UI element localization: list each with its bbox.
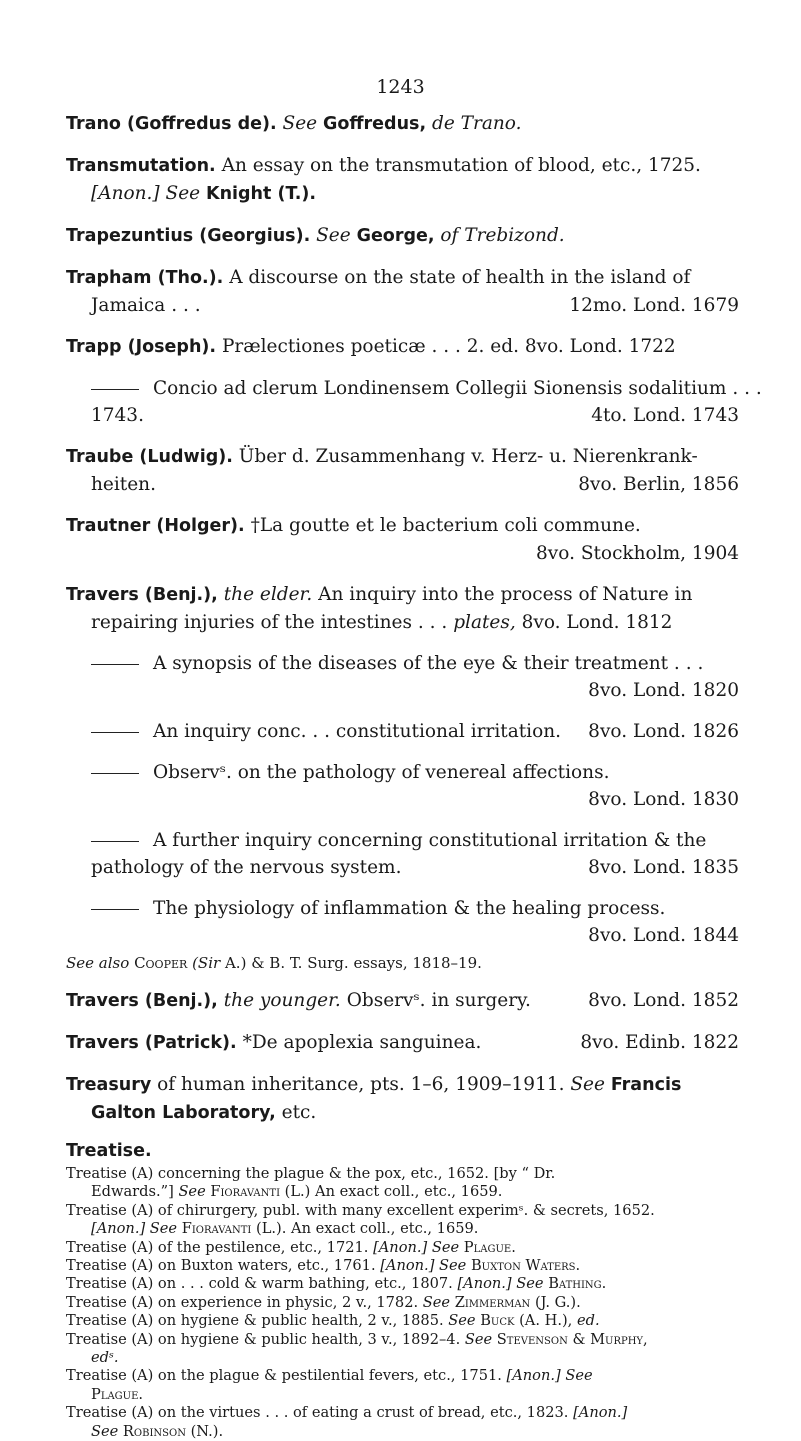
index-entry-travers-further xyxy=(66,827,739,881)
cross-ref-name: Plague. xyxy=(463,1238,516,1256)
page-number: 1243 xyxy=(376,76,425,98)
cross-ref-name: Fioravanti (L.). xyxy=(181,1220,287,1238)
anon-mark: [Anon.] xyxy=(373,1238,428,1256)
imprint: 8vo. Lond. 1852 xyxy=(588,990,739,1011)
imprint: 8vo. Lond. 1812 xyxy=(521,612,673,633)
index-entry-travers-inquiry xyxy=(66,718,739,745)
treatise-item xyxy=(66,1257,739,1275)
entry-qualifier: the elder. xyxy=(223,584,313,605)
ditto-dash xyxy=(91,732,139,733)
entry-heading: Traube (Ludwig). xyxy=(66,447,233,467)
entry-heading: Treasury xyxy=(66,1075,152,1095)
index-entry-travers-observ xyxy=(66,759,739,813)
treatise-item xyxy=(66,1331,739,1368)
entry-text: Observˢ. in surgery. xyxy=(346,990,531,1011)
editor-mark: ed. xyxy=(576,1312,600,1330)
treatise-item xyxy=(66,1404,739,1441)
see-ref: See xyxy=(565,1367,593,1385)
ditto-dash xyxy=(91,773,139,774)
anon-mark: [Anon.] xyxy=(91,183,160,204)
entry-text: A discourse on the state of health in the island of xyxy=(229,267,691,288)
index-entry-trapham xyxy=(66,264,739,319)
treatise-text: Treatise (A) on experience in physic, 2 v., 1782. xyxy=(66,1293,419,1311)
entry-text: An inquiry into the process of Nature in xyxy=(318,584,693,605)
treatise-list xyxy=(66,1165,739,1441)
entry-text: pathology of the nervous system. xyxy=(91,857,402,878)
cross-ref-heading: Goffredus, xyxy=(322,114,427,134)
index-entry-travers-elder xyxy=(66,581,739,636)
entry-text: heiten. xyxy=(91,474,156,495)
treatise-text: Treatise (A) on the plague & pestilential fevers, etc., 1751. xyxy=(66,1367,502,1385)
entry-text: Observˢ. on the pathology of venereal affections. xyxy=(153,762,610,783)
cross-ref-name: Zimmerman (J. G.). xyxy=(454,1293,581,1311)
entry-text: etc. xyxy=(281,1102,317,1123)
imprint: 8vo. Stockholm, 1904 xyxy=(536,543,739,564)
entry-text: *De apoplexia sanguinea. xyxy=(242,1032,482,1053)
cross-ref-heading: Knight (T.). xyxy=(206,184,317,204)
treatise-text: Treatise (A) of the pestilence, etc., 1721. xyxy=(66,1238,369,1256)
imprint: 8vo. Berlin, 1856 xyxy=(578,474,739,495)
treatise-text: Treatise (A) of chirurgery, publ. with many excellent experimˢ. & secrets, 1652. xyxy=(66,1201,655,1219)
treatise-text: Treatise (A) on Buxton waters, etc., 1761. xyxy=(66,1257,376,1275)
index-entry-traube xyxy=(66,443,739,498)
see-ref: See xyxy=(165,183,201,204)
ditto-dash xyxy=(91,841,139,842)
entry-heading: Trautner (Holger). xyxy=(66,516,245,536)
see-ref: See xyxy=(316,225,351,246)
entry-heading: Travers (Patrick). xyxy=(66,1033,237,1053)
imprint: 8vo. Lond. 1826 xyxy=(588,721,739,742)
index-entry-travers-patrick xyxy=(66,1029,739,1057)
entry-heading: Trano (Goffredus de). xyxy=(66,114,277,134)
cross-ref-name: Fioravanti (L.) xyxy=(210,1183,311,1201)
treatise-text: Treatise (A) on . . . cold & warm bathing, etc., 1807. xyxy=(66,1275,453,1293)
cross-ref-subtitle: de Trano. xyxy=(432,113,522,134)
cross-ref-heading: George, xyxy=(356,226,435,246)
cross-ref-heading: Galton Laboratory, xyxy=(91,1103,276,1123)
cross-ref-name: Cooper xyxy=(134,954,188,972)
see-also-label: See also xyxy=(66,954,130,972)
index-entry-trapp xyxy=(66,333,739,361)
see-also-text: A.) & B. T. Surg. essays, 1818–19. xyxy=(224,954,482,972)
entry-qualifier: the younger. xyxy=(223,990,341,1011)
entry-text: †La goutte et le bacterium coli commune. xyxy=(250,515,641,536)
anon-mark: [Anon.] xyxy=(380,1257,435,1275)
see-ref: See xyxy=(149,1220,178,1238)
cross-ref-name: Stevenson & Murphy, xyxy=(496,1330,648,1348)
cross-ref-name: Bathing. xyxy=(548,1275,607,1293)
treatise-item xyxy=(66,1294,739,1312)
treatise-text: Treatise (A) on the virtues . . . of eating a crust of bread, etc., 1823. xyxy=(66,1404,569,1422)
entry-heading: Trapham (Tho.). xyxy=(66,268,224,288)
ditto-dash xyxy=(91,909,139,910)
treatise-item xyxy=(66,1275,739,1293)
imprint: 4to. Lond. 1743 xyxy=(591,405,739,426)
entry-heading: Trapp (Joseph). xyxy=(66,337,217,357)
treatise-text: Edwards.”] xyxy=(91,1183,174,1201)
entry-heading: Travers (Benj.), xyxy=(66,585,218,605)
imprint: 8vo. Edinb. 1822 xyxy=(580,1032,739,1053)
entry-heading: Trapezuntius (Georgius). xyxy=(66,226,311,246)
entry-text: An inquiry conc. . . constitutional irritation. xyxy=(153,721,562,742)
imprint: 12mo. Lond. 1679 xyxy=(569,295,739,316)
treatise-text: Treatise (A) on hygiene & public health, 2 v., 1885. xyxy=(66,1312,444,1330)
index-entry-trano xyxy=(66,110,739,138)
entry-text: The physiology of inflammation & the healing process. xyxy=(153,898,666,919)
entry-text: Prælectiones poeticæ . . . 2. ed. 8vo. Lond. 1722 xyxy=(221,336,676,357)
imprint: 8vo. Lond. 1830 xyxy=(588,789,739,810)
treatise-item xyxy=(66,1239,739,1257)
treatise-text: An exact coll., etc., 1659. xyxy=(315,1183,503,1201)
treatise-text: Treatise (A) on hygiene & public health, 3 v., 1892–4. xyxy=(66,1330,461,1348)
cross-ref-name: Robinson (N.). xyxy=(122,1422,224,1440)
see-ref: See xyxy=(282,113,318,134)
anon-mark: [Anon.] xyxy=(506,1367,561,1385)
cross-ref-heading: Francis xyxy=(610,1075,682,1095)
entry-text: Über d. Zusammenhang v. Herz- u. Nierenkrank- xyxy=(238,446,698,467)
editor-mark: edˢ. xyxy=(91,1349,119,1367)
imprint: 8vo. Lond. 1844 xyxy=(588,925,739,946)
see-ref: See xyxy=(439,1257,467,1275)
treatise-item xyxy=(66,1165,739,1202)
entry-text: A further inquiry concerning constitutional irritation & the xyxy=(153,830,707,851)
entry-text: of human inheritance, pts. 1–6, 1909–1911. xyxy=(157,1074,565,1095)
see-also-note xyxy=(66,953,739,973)
see-ref: See xyxy=(570,1074,605,1095)
entry-heading: Travers (Benj.), xyxy=(66,991,218,1011)
imprint: 8vo. Lond. 1835 xyxy=(588,857,739,878)
anon-mark: [Anon.] xyxy=(573,1404,628,1422)
see-ref: See xyxy=(431,1238,460,1256)
treatise-item xyxy=(66,1202,739,1239)
index-entry-trautner xyxy=(66,512,739,567)
cross-ref-name: Plague. xyxy=(91,1385,144,1403)
treatise-item xyxy=(66,1367,739,1404)
cross-ref-name: Buck (A. H.), xyxy=(480,1312,573,1330)
see-ref: See xyxy=(91,1422,119,1440)
treatise-text: Treatise (A) concerning the plague & the pox, etc., 1652. [by “ Dr. xyxy=(66,1165,556,1182)
cross-ref-title: (Sir xyxy=(192,954,221,972)
entry-text: An essay on the transmutation of blood, etc., 1725. xyxy=(221,155,701,176)
entry-text: repairing injuries of the intestines . . . xyxy=(91,612,448,633)
plates-note: plates, xyxy=(453,612,516,633)
entry-text: A synopsis of the diseases of the eye & their treatment . . . xyxy=(153,653,704,674)
see-ref: See xyxy=(464,1330,493,1348)
index-entry-transmutation xyxy=(66,152,739,208)
treatise-text: An exact coll., etc., 1659. xyxy=(291,1220,479,1238)
see-ref: See xyxy=(516,1275,544,1293)
entry-text: Jamaica . . . xyxy=(91,295,201,316)
see-ref: See xyxy=(178,1183,206,1201)
treatise-section-heading: Treatise. xyxy=(66,1141,152,1161)
index-entry-travers-physiology xyxy=(66,895,739,949)
anon-mark: [Anon.] xyxy=(457,1275,512,1293)
treatise-item xyxy=(66,1312,739,1330)
imprint: 8vo. Lond. 1820 xyxy=(588,680,739,701)
anon-mark: [Anon.] xyxy=(91,1220,146,1238)
index-page-content xyxy=(66,110,762,1441)
see-ref: See xyxy=(448,1312,476,1330)
entry-text: 1743. xyxy=(91,405,144,426)
index-entry-travers-synopsis xyxy=(66,650,739,704)
ditto-dash xyxy=(91,389,139,390)
see-ref: See xyxy=(422,1293,451,1311)
index-entry-trapezuntius xyxy=(66,222,739,250)
cross-ref-name: Buxton Waters. xyxy=(470,1257,581,1275)
entry-text: Concio ad clerum Londinensem Collegii Sionensis sodalitium . . . xyxy=(153,378,762,399)
index-entry-travers-younger xyxy=(66,987,739,1015)
index-entry-treasury xyxy=(66,1071,739,1127)
ditto-dash xyxy=(91,664,139,665)
entry-heading: Transmutation. xyxy=(66,156,216,176)
cross-ref-subtitle: of Trebizond. xyxy=(440,225,565,246)
index-entry-trapp-concio xyxy=(66,375,762,429)
